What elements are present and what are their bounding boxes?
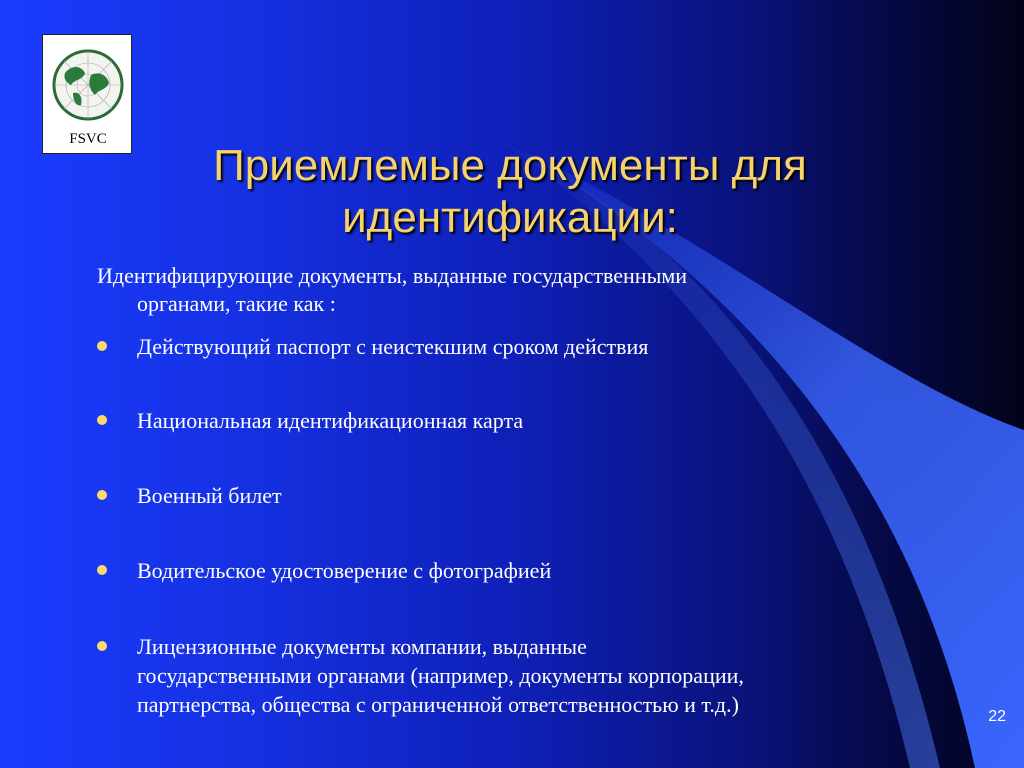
bullet-text: Водительское удостоверение с фотографией — [137, 558, 552, 583]
bullet-text-line-2: государственными органами (например, документы корпорации, — [137, 663, 744, 688]
title-line-1: Приемлемые документы для — [213, 141, 807, 190]
fsvc-logo — [42, 34, 132, 154]
title-line-2: идентификации: — [342, 193, 678, 242]
intro-paragraph — [97, 262, 917, 318]
page-number: 22 — [988, 708, 1006, 725]
bullet-text: Национальная идентификационная карта — [137, 408, 524, 433]
bullet-dot-icon — [97, 415, 107, 425]
bullet-dot-icon — [97, 490, 107, 500]
bullet-text-line-1: Лицензионные документы компании, выданные — [137, 634, 587, 659]
slide-title — [150, 140, 870, 244]
intro-line-1: Идентифицирующие документы, выданные государственными — [97, 263, 688, 288]
svg-text:FSVC: FSVC — [69, 131, 107, 147]
globe-logo-icon — [43, 35, 133, 155]
bullet-dot-icon — [97, 565, 107, 575]
bullet-dot-icon — [97, 341, 107, 351]
bullet-text: Военный билет — [137, 483, 282, 508]
intro-line-2: органами, такие как : — [137, 291, 336, 316]
bullet-text: Действующий паспорт с неистекшим сроком действия — [137, 334, 649, 359]
bullet-dot-icon — [97, 641, 107, 651]
bullet-text-line-3: партнерства, общества с ограниченной ответственностью и т.д.) — [137, 692, 739, 717]
